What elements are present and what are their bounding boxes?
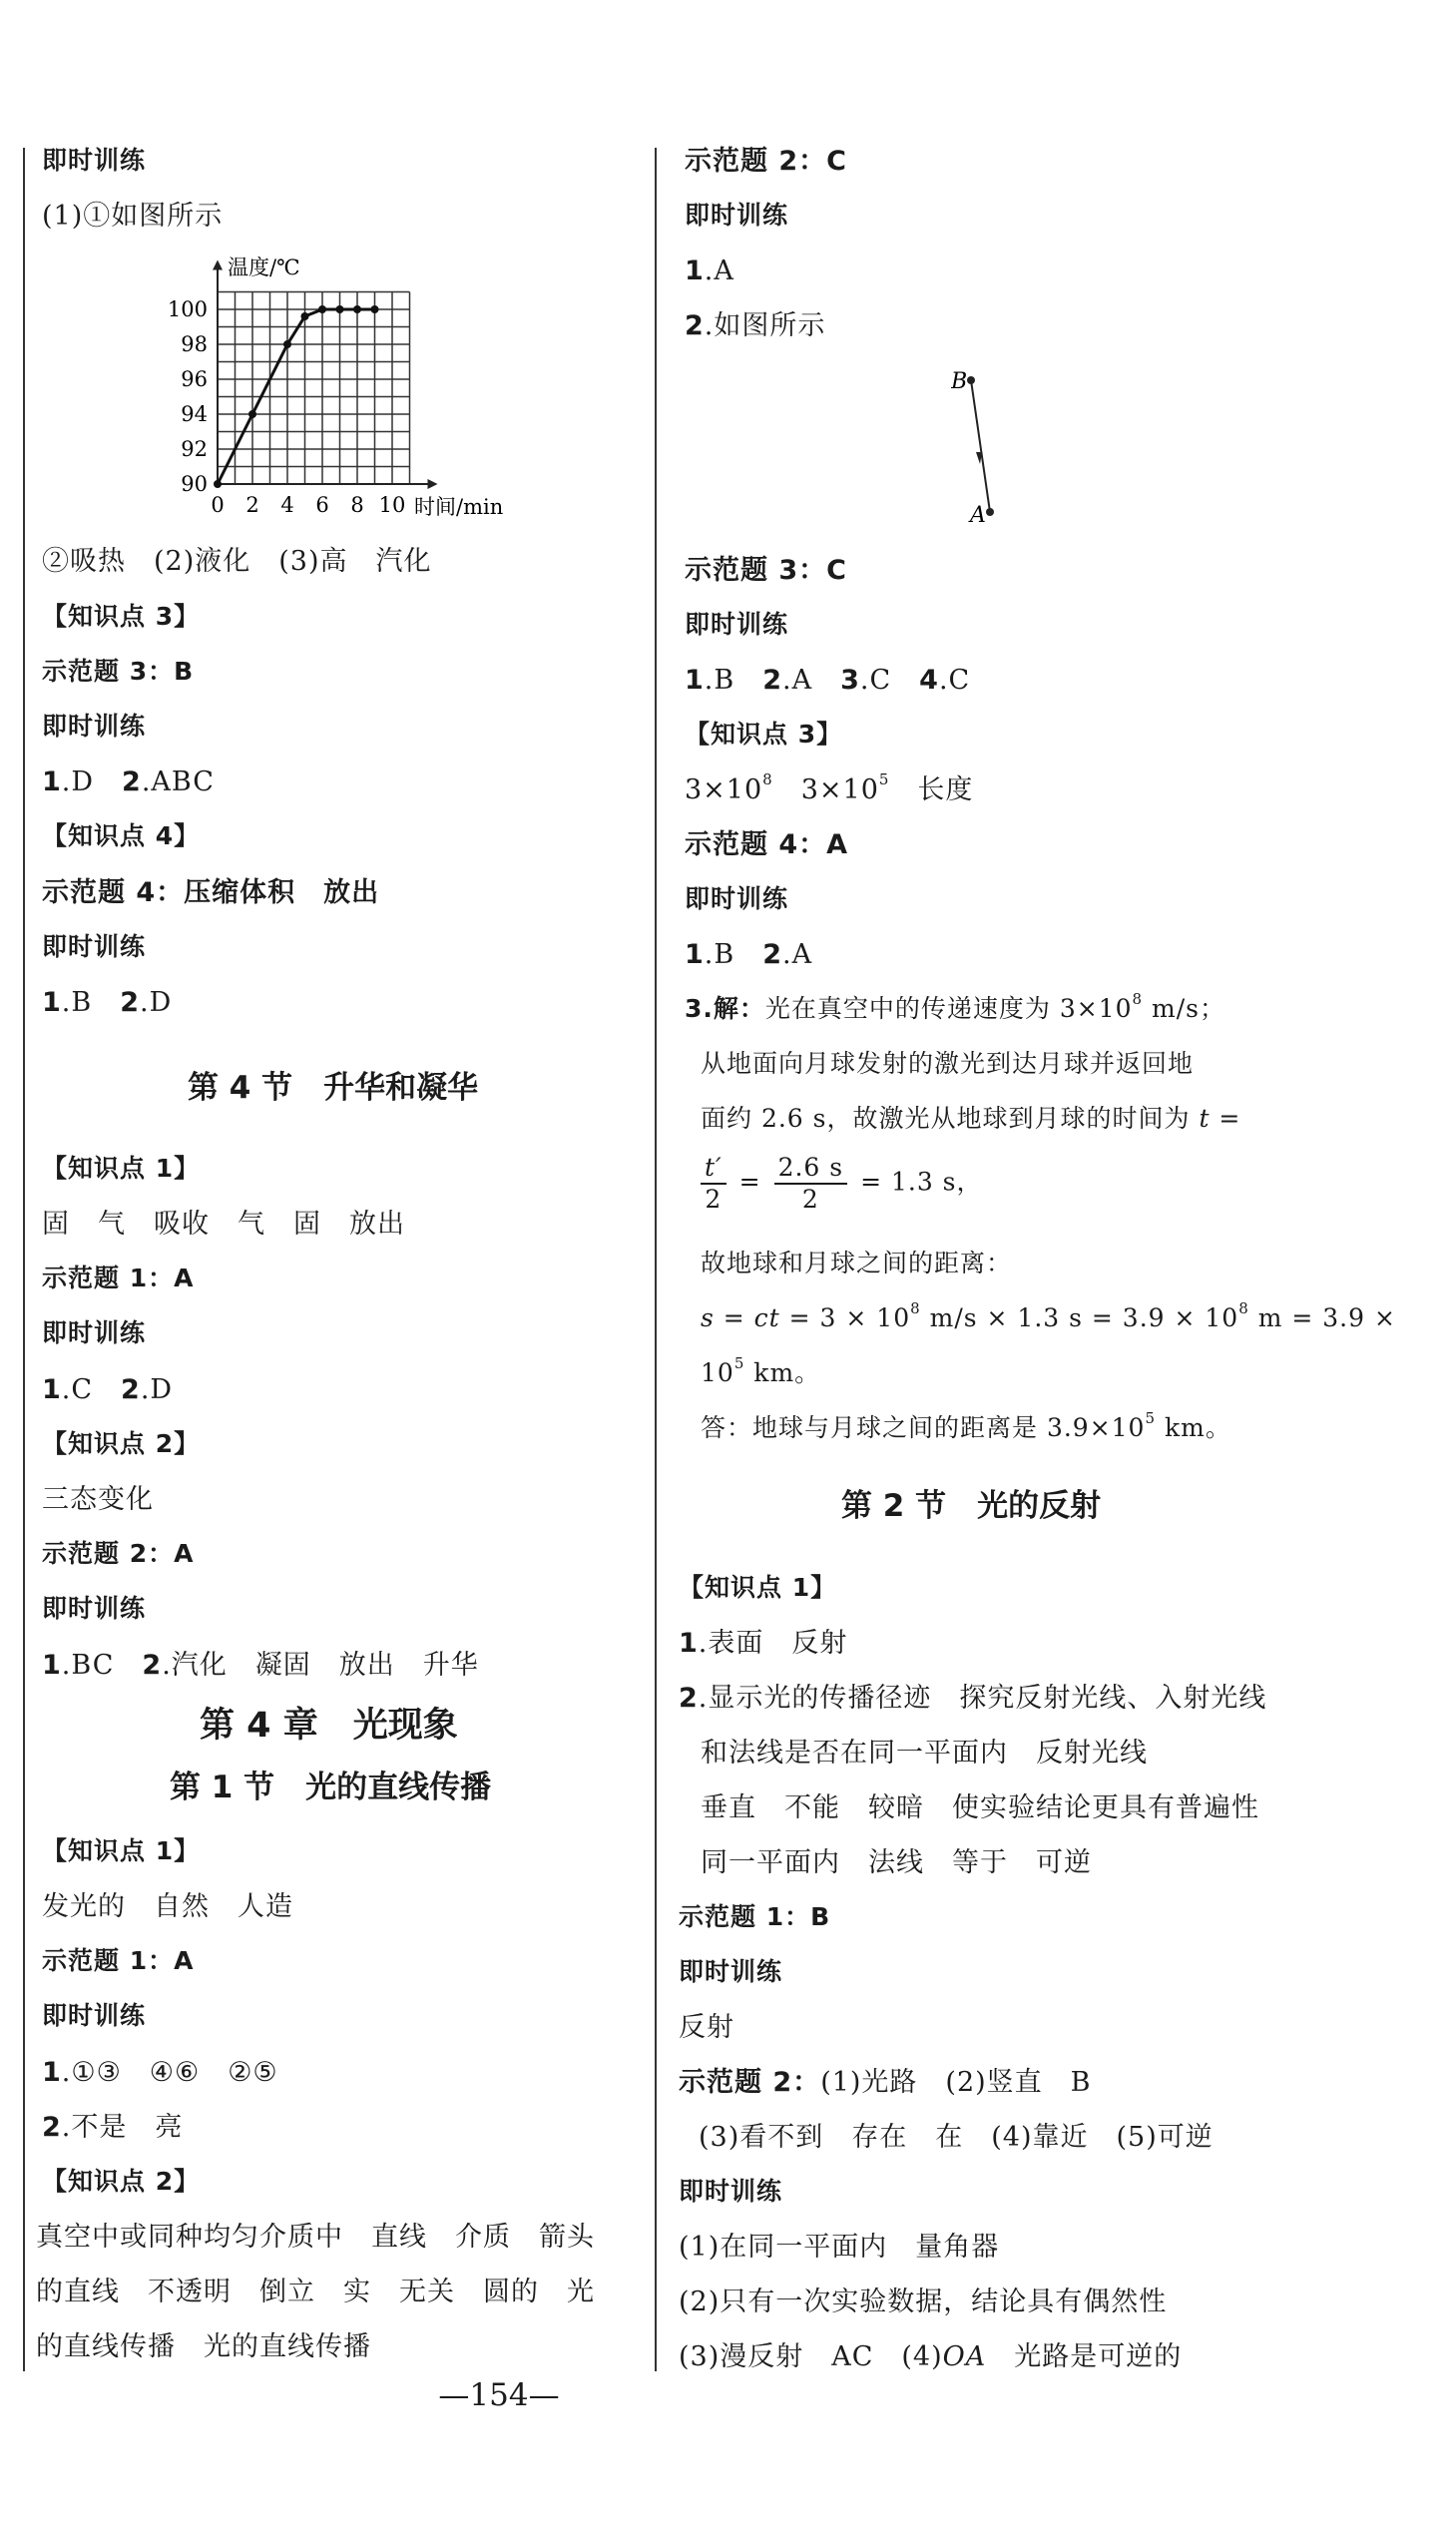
y-axis-label: 温度/℃	[228, 255, 300, 279]
y-tick-label: 94	[181, 402, 208, 426]
answer-line: 三态变化	[42, 1484, 154, 1515]
section-label: 即时训练	[679, 1957, 783, 1986]
solution-fraction-line: $\frac{t'}{2}$ = $\frac{2.6 s}{2}$ = 1.3 s，	[697, 1153, 983, 1215]
example-answer: 示范题 3：C	[685, 555, 848, 586]
x-tick-label: 10	[378, 493, 406, 517]
answer-line: (1)①如图所示	[42, 201, 224, 232]
y-tick-label: 92	[181, 437, 208, 461]
solution-line: 从地面向月球发射的激光到达月球并返回地	[701, 1049, 1195, 1078]
chapter-title: 第 4 章 光现象	[200, 1706, 458, 1746]
x-tick-label: 4	[280, 493, 294, 517]
ray-figure	[951, 364, 1031, 524]
example-answer: 示范题 1：A	[42, 1264, 195, 1292]
answer-line: 发光的 自然 人造	[42, 1891, 293, 1922]
knowledge-point-heading: 【知识点 3】	[685, 720, 843, 749]
section-label: 即时训练	[42, 1318, 147, 1347]
knowledge-point-heading: 【知识点 4】	[42, 821, 201, 850]
chart-axes	[213, 260, 438, 490]
fraction: $\frac{t'}{2}$	[701, 1153, 727, 1215]
y-tick-label: 96	[181, 367, 208, 391]
answer-line: 1.D 2.ABC	[42, 766, 215, 797]
solution-line: $10^5$ km。	[701, 1354, 821, 1387]
y-tick-label: 90	[181, 472, 208, 496]
data-point	[336, 305, 344, 313]
solution-line: s = ct = $3 \times 10^8$ m/s × 1.3 $s = 3.9 \times 10^8$ m = 3.9 ×	[701, 1299, 1396, 1332]
answer-line: 1.BC 2.汽化 凝固 放出 升华	[42, 1650, 479, 1681]
data-point	[318, 305, 326, 313]
data-point	[353, 305, 361, 313]
example-answer: 示范题 2：(1)光路 (2)竖直 B	[679, 2067, 1092, 2098]
solution-line: 3.解：光在真空中的传递速度为 $3\times 10^8$ m/s；	[685, 990, 1225, 1023]
answer-line: 2.如图所示	[685, 310, 826, 341]
answer-line: 和法线是否在同一平面内 反射光线	[701, 1738, 1148, 1769]
y-axis-arrow-icon	[213, 260, 223, 270]
example-answer: 示范题 4：A	[685, 829, 849, 860]
label-a: A	[970, 503, 986, 524]
answer-line: 1.A	[685, 255, 734, 286]
column-rule-right	[655, 148, 657, 2371]
knowledge-point-heading: 【知识点 1】	[42, 1836, 201, 1865]
example-answer: 示范题 4：压缩体积 放出	[42, 877, 380, 908]
example-answer: 示范题 3：B	[42, 657, 195, 686]
knowledge-point-heading: 【知识点 2】	[42, 1429, 201, 1458]
data-point	[371, 305, 379, 313]
point-b	[967, 376, 975, 384]
fraction: $\frac{2.6 s}{2}$	[774, 1153, 848, 1215]
answer-line: (3)漫反射 AC (4)OA 光路是可逆的	[679, 2341, 1183, 2372]
example-answer: 示范题 1：A	[42, 1946, 195, 1975]
section-label: 即时训练	[42, 146, 147, 175]
section-title: 第 1 节 光的直线传播	[170, 1770, 492, 1805]
label-b: B	[951, 369, 968, 394]
answer-line: ②吸热 (2)液化 (3)高 汽化	[42, 546, 432, 577]
page-number: —154—	[438, 2377, 560, 2413]
answer-line: (3)看不到 存在 在 (4)靠近 (5)可逆	[699, 2122, 1213, 2153]
answer-line: (1)在同一平面内 量角器	[679, 2232, 1000, 2263]
x-axis-arrow-icon	[428, 479, 438, 489]
knowledge-point-heading: 【知识点 3】	[42, 602, 201, 631]
answer-line: 同一平面内 法线 等于 可逆	[701, 1847, 1092, 1878]
answer-line: 1.B 2.A	[685, 939, 813, 970]
x-tick-label: 6	[315, 493, 329, 517]
data-point	[301, 312, 309, 320]
data-point	[214, 480, 222, 488]
section-label: 即时训练	[685, 884, 789, 913]
answer-line: 固 气 吸收 气 固 放出	[42, 1209, 405, 1240]
data-point	[283, 340, 291, 348]
section-title: 第 2 节 光的反射	[841, 1488, 1102, 1524]
section-label: 即时训练	[679, 2177, 783, 2206]
x-tick-label: 8	[350, 493, 364, 517]
answer-line: 的直线传播 光的直线传播	[36, 2331, 371, 2362]
x-tick-label: 0	[211, 493, 225, 517]
x-tick-label: 2	[245, 493, 259, 517]
data-point	[248, 410, 256, 418]
temperature-time-chart	[150, 254, 709, 539]
y-tick-label: 100	[167, 297, 208, 321]
answer-line: 1.C 2.D	[42, 1374, 174, 1405]
x-axis-label: 时间/min	[414, 495, 504, 519]
solution-line: 故地球和月球之间的距离：	[701, 1249, 1013, 1277]
answer-line: 1.B 2.D	[42, 987, 173, 1018]
arrow-head-icon	[976, 452, 982, 464]
answer-line: $3\times 10^8$ $3\times 10^5$ 长度	[685, 770, 974, 805]
solution-line: 面约 2.6 s，故激光从地球到月球的时间为 t =	[701, 1104, 1241, 1133]
chart-grid	[218, 292, 410, 485]
knowledge-point-heading: 【知识点 1】	[679, 1573, 837, 1602]
section-label: 即时训练	[42, 712, 147, 741]
answer-line: 2.显示光的传播径迹 探究反射光线、入射光线	[679, 1683, 1267, 1714]
section-title: 第 4 节 升华和凝华	[188, 1070, 479, 1106]
y-tick-label: 98	[181, 332, 208, 356]
answer-line: 1.表面 反射	[679, 1628, 848, 1659]
example-answer: 示范题 2：A	[42, 1539, 195, 1568]
section-label: 即时训练	[42, 932, 147, 961]
section-label: 即时训练	[685, 610, 789, 639]
knowledge-point-heading: 【知识点 1】	[42, 1154, 201, 1183]
answer-line: 的直线 不透明 倒立 实 无关 圆的 光	[36, 2277, 595, 2307]
knowledge-point-heading: 【知识点 2】	[42, 2167, 201, 2196]
example-answer: 示范题 2：C	[685, 146, 848, 177]
point-a	[986, 508, 994, 516]
section-label: 即时训练	[685, 201, 789, 230]
solution-line: 答：地球与月球之间的距离是 $3.9\times 10^5$ km。	[701, 1409, 1231, 1442]
example-answer: 示范题 1：B	[679, 1902, 831, 1931]
column-rule-left	[23, 148, 25, 2371]
answer-line: 1.①③ ④⑥ ②⑤	[42, 2057, 278, 2088]
answer-line: 2.不是 亮	[42, 2112, 184, 2143]
answer-line: (2)只有一次实验数据，结论具有偶然性	[679, 2287, 1168, 2317]
section-label: 即时训练	[42, 1594, 147, 1623]
section-label: 即时训练	[42, 2001, 147, 2030]
answer-line: 垂直 不能 较暗 使实验结论更具有普遍性	[701, 1792, 1259, 1823]
answer-line: 反射	[679, 2012, 734, 2043]
answer-line: 真空中或同种均匀介质中 直线 介质 箭头	[36, 2222, 595, 2253]
answer-line: 1.B 2.A 3.C 4.C	[685, 665, 971, 696]
